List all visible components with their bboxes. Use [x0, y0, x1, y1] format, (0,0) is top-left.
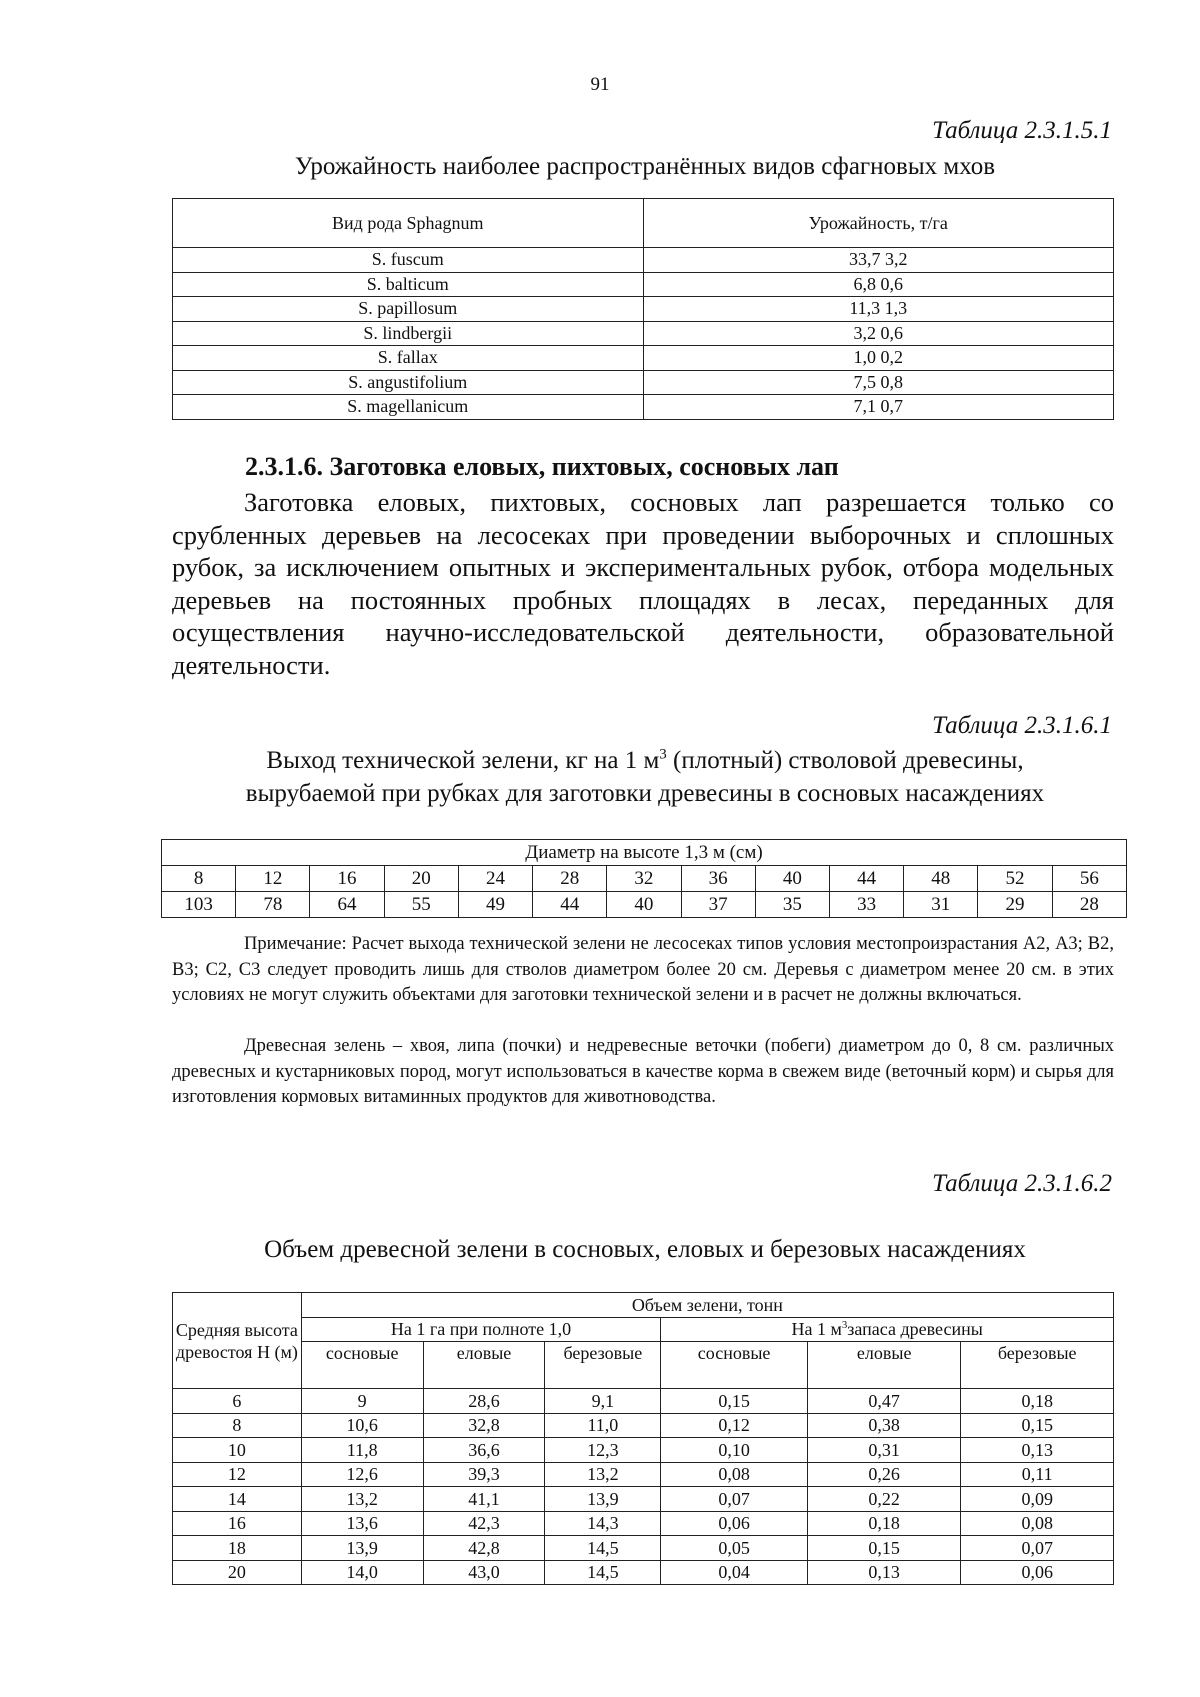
table-row — [173, 370, 1114, 395]
volume-cell: 0,08 — [661, 1462, 808, 1487]
diameter-cell: 28 — [533, 866, 607, 892]
table3-sub2-pre: На 1 м — [791, 1319, 842, 1340]
volume-cell: 0,05 — [661, 1536, 808, 1561]
output-cell: 28 — [1052, 892, 1126, 918]
species-cell: S. fallax — [173, 346, 644, 371]
table-row — [173, 1413, 1114, 1438]
height-cell: 8 — [173, 1413, 302, 1438]
diameter-cell: 40 — [755, 866, 829, 892]
volume-cell: 13,2 — [545, 1462, 661, 1487]
section-paragraph: Заготовка еловых, пихтовых, сосновых лап разрешается только со срубленных деревьев на лесосеках при проведении выборочных и сплошных рубок, за исключением опытных и экспериментальных рубок, отбора модельных деревьев на постоянных пробных площадях в лесах, переданных для осуществления научно-исследовательской деятельности, образовательной деятельности. — [172, 487, 1114, 680]
volume-cell: 13,9 — [545, 1487, 661, 1512]
table3-sub-per-ha: На 1 га при полноте 1,0 — [301, 1317, 661, 1342]
volume-cell: 0,38 — [807, 1413, 961, 1438]
volume-cell: 0,15 — [661, 1389, 808, 1414]
height-cell: 12 — [173, 1462, 302, 1487]
table-row — [173, 1511, 1114, 1536]
volume-cell: 0,31 — [807, 1438, 961, 1463]
volume-cell: 0,07 — [961, 1536, 1114, 1561]
height-cell: 10 — [173, 1438, 302, 1463]
volume-cell: 0,13 — [807, 1560, 961, 1585]
species-header: сосновые — [661, 1342, 808, 1389]
output-row — [162, 892, 1127, 918]
table-row — [173, 1389, 1114, 1414]
volume-cell: 14,3 — [545, 1511, 661, 1536]
volume-cell: 10,6 — [301, 1413, 423, 1438]
volume-cell: 12,6 — [301, 1462, 423, 1487]
table2-title-part1: Выход технической зелени, кг на 1 м — [266, 747, 660, 774]
note-2: Древесная зелень – хвоя, липа (почки) и недревесные веточки (побеги) диаметром до 0, 8 см. различных древесных и кустарниковых пород, могут использоваться в качестве корма в свежем виде (веточный корм) и сырья для изготовления кормовых витаминных продуктов для животноводства. — [172, 1036, 1114, 1107]
table-row — [173, 1560, 1114, 1585]
volume-cell: 0,06 — [961, 1560, 1114, 1585]
species-cell: S. fuscum — [173, 248, 644, 273]
output-cell: 64 — [310, 892, 384, 918]
volume-cell: 41,1 — [423, 1487, 545, 1512]
table3-group-header: Объем зелени, тонн — [301, 1293, 1113, 1318]
diameter-cell: 44 — [829, 866, 903, 892]
diameter-cell: 20 — [384, 866, 458, 892]
volume-cell: 13,9 — [301, 1536, 423, 1561]
volume-cell: 12,3 — [545, 1438, 661, 1463]
volume-cell: 0,08 — [961, 1511, 1114, 1536]
height-cell: 6 — [173, 1389, 302, 1414]
species-cell: S. papillosum — [173, 297, 644, 322]
volume-cell: 42,8 — [423, 1536, 545, 1561]
volume-cell: 43,0 — [423, 1560, 545, 1585]
volume-cell: 0,10 — [661, 1438, 808, 1463]
output-cell: 37 — [681, 892, 755, 918]
species-header-row — [173, 1342, 1114, 1389]
table-row — [173, 297, 1114, 322]
volume-cell: 0,18 — [961, 1389, 1114, 1414]
table-row — [173, 395, 1114, 420]
volume-cell: 13,6 — [301, 1511, 423, 1536]
yield-cell: 3,2 0,6 — [643, 321, 1114, 346]
yield-cell: 33,7 3,2 — [643, 248, 1114, 273]
technical-greens-table — [161, 839, 1127, 918]
diameter-cell: 16 — [310, 866, 384, 892]
species-header: еловые — [807, 1342, 961, 1389]
table3-sub-per-m3 — [661, 1317, 1114, 1342]
yield-cell: 11,3 1,3 — [643, 297, 1114, 322]
height-cell: 16 — [173, 1511, 302, 1536]
table2-header: Диаметр на высоте 1,3 м (см) — [162, 840, 1127, 866]
diameter-cell: 12 — [236, 866, 310, 892]
diameter-cell: 24 — [458, 866, 532, 892]
output-cell: 49 — [458, 892, 532, 918]
table3-title: Объем древесной зелени в сосновых, еловых и березовых насаждениях — [264, 1236, 1026, 1263]
species-header: березовые — [545, 1342, 661, 1389]
diameter-row — [162, 866, 1127, 892]
output-cell: 31 — [904, 892, 978, 918]
output-cell: 40 — [607, 892, 681, 918]
diameter-cell: 52 — [978, 866, 1052, 892]
volume-cell: 9,1 — [545, 1389, 661, 1414]
species-header: сосновые — [301, 1342, 423, 1389]
table1-header-species: Вид рода Sphagnum — [173, 199, 644, 248]
volume-cell: 14,5 — [545, 1536, 661, 1561]
output-cell: 35 — [755, 892, 829, 918]
table1-caption: Таблица 2.3.1.5.1 — [932, 117, 1112, 144]
table2-title — [120, 744, 1170, 810]
volume-cell: 0,18 — [807, 1511, 961, 1536]
volume-cell: 11,8 — [301, 1438, 423, 1463]
volume-cell: 0,11 — [961, 1462, 1114, 1487]
volume-cell: 0,06 — [661, 1511, 808, 1536]
table1-header-yield: Урожайность, т/га — [643, 199, 1114, 248]
table-row — [173, 1487, 1114, 1512]
table2-title-part2: (плотный) стволовой древесины, — [666, 747, 1024, 774]
table-row — [173, 272, 1114, 297]
yield-cell: 7,1 0,7 — [643, 395, 1114, 420]
section-heading: 2.3.1.6. Заготовка еловых, пихтовых, сосновых лап — [245, 452, 839, 481]
table2-title-sup: 3 — [659, 746, 667, 763]
table-row — [173, 1536, 1114, 1561]
height-cell: 18 — [173, 1536, 302, 1561]
output-cell: 103 — [162, 892, 236, 918]
table-row — [173, 1438, 1114, 1463]
volume-cell: 39,3 — [423, 1462, 545, 1487]
table3-height-header: Средняя высота древостоя Н (м) — [173, 1293, 302, 1389]
output-cell: 33 — [829, 892, 903, 918]
volume-cell: 11,0 — [545, 1413, 661, 1438]
sphagnum-yield-table — [172, 198, 1114, 420]
table-row — [173, 321, 1114, 346]
species-cell: S. magellanicum — [173, 395, 644, 420]
table-row — [173, 248, 1114, 273]
table3-sub2-sup: 3 — [841, 1319, 848, 1332]
table3-sub2-post: запаса древесины — [847, 1319, 983, 1340]
species-cell: S. balticum — [173, 272, 644, 297]
volume-cell: 14,5 — [545, 1560, 661, 1585]
height-cell: 20 — [173, 1560, 302, 1585]
volume-cell: 0,04 — [661, 1560, 808, 1585]
volume-cell: 0,47 — [807, 1389, 961, 1414]
volume-cell: 32,8 — [423, 1413, 545, 1438]
volume-cell: 0,07 — [661, 1487, 808, 1512]
volume-cell: 13,2 — [301, 1487, 423, 1512]
volume-cell: 9 — [301, 1389, 423, 1414]
diameter-cell: 48 — [904, 866, 978, 892]
table3-caption: Таблица 2.3.1.6.2 — [932, 1170, 1112, 1197]
diameter-cell: 36 — [681, 866, 755, 892]
page-number: 91 — [590, 74, 610, 95]
volume-cell: 0,12 — [661, 1413, 808, 1438]
note-1: Примечание: Расчет выхода технической зелени не лесосеках типов условия местопроизрастания А2, А3; В2, В3; С2, С3 следует проводить лишь для стволов диаметром более 20 см. Деревья с диаметром менее 20 см. в этих условиях не могут служить объектами для заготовки технической зелени и в расчет не должны включаться. — [172, 934, 1114, 1005]
output-cell: 44 — [533, 892, 607, 918]
volume-cell: 14,0 — [301, 1560, 423, 1585]
volume-cell: 0,09 — [961, 1487, 1114, 1512]
output-cell: 78 — [236, 892, 310, 918]
diameter-cell: 56 — [1052, 866, 1126, 892]
table-row — [173, 346, 1114, 371]
volume-cell: 28,6 — [423, 1389, 545, 1414]
volume-cell: 36,6 — [423, 1438, 545, 1463]
species-header: еловые — [423, 1342, 545, 1389]
table2-caption: Таблица 2.3.1.6.1 — [932, 712, 1112, 739]
diameter-cell: 8 — [162, 866, 236, 892]
height-cell: 14 — [173, 1487, 302, 1512]
volume-cell: 0,15 — [961, 1413, 1114, 1438]
volume-cell: 0,26 — [807, 1462, 961, 1487]
yield-cell: 7,5 0,8 — [643, 370, 1114, 395]
output-cell: 55 — [384, 892, 458, 918]
output-cell: 29 — [978, 892, 1052, 918]
species-header: березовые — [961, 1342, 1114, 1389]
volume-cell: 42,3 — [423, 1511, 545, 1536]
wood-greens-volume-table — [172, 1292, 1114, 1585]
species-cell: S. lindbergii — [173, 321, 644, 346]
table-row — [173, 1462, 1114, 1487]
yield-cell: 6,8 0,6 — [643, 272, 1114, 297]
species-cell: S. angustifolium — [173, 370, 644, 395]
diameter-cell: 32 — [607, 866, 681, 892]
table2-title-line2: вырубаемой при рубках для заготовки древесины в сосновых насаждениях — [245, 780, 1045, 807]
yield-cell: 1,0 0,2 — [643, 346, 1114, 371]
volume-cell: 0,13 — [961, 1438, 1114, 1463]
table1-title: Урожайность наиболее распространённых видов сфагновых мхов — [294, 153, 996, 180]
volume-cell: 0,15 — [807, 1536, 961, 1561]
volume-cell: 0,22 — [807, 1487, 961, 1512]
